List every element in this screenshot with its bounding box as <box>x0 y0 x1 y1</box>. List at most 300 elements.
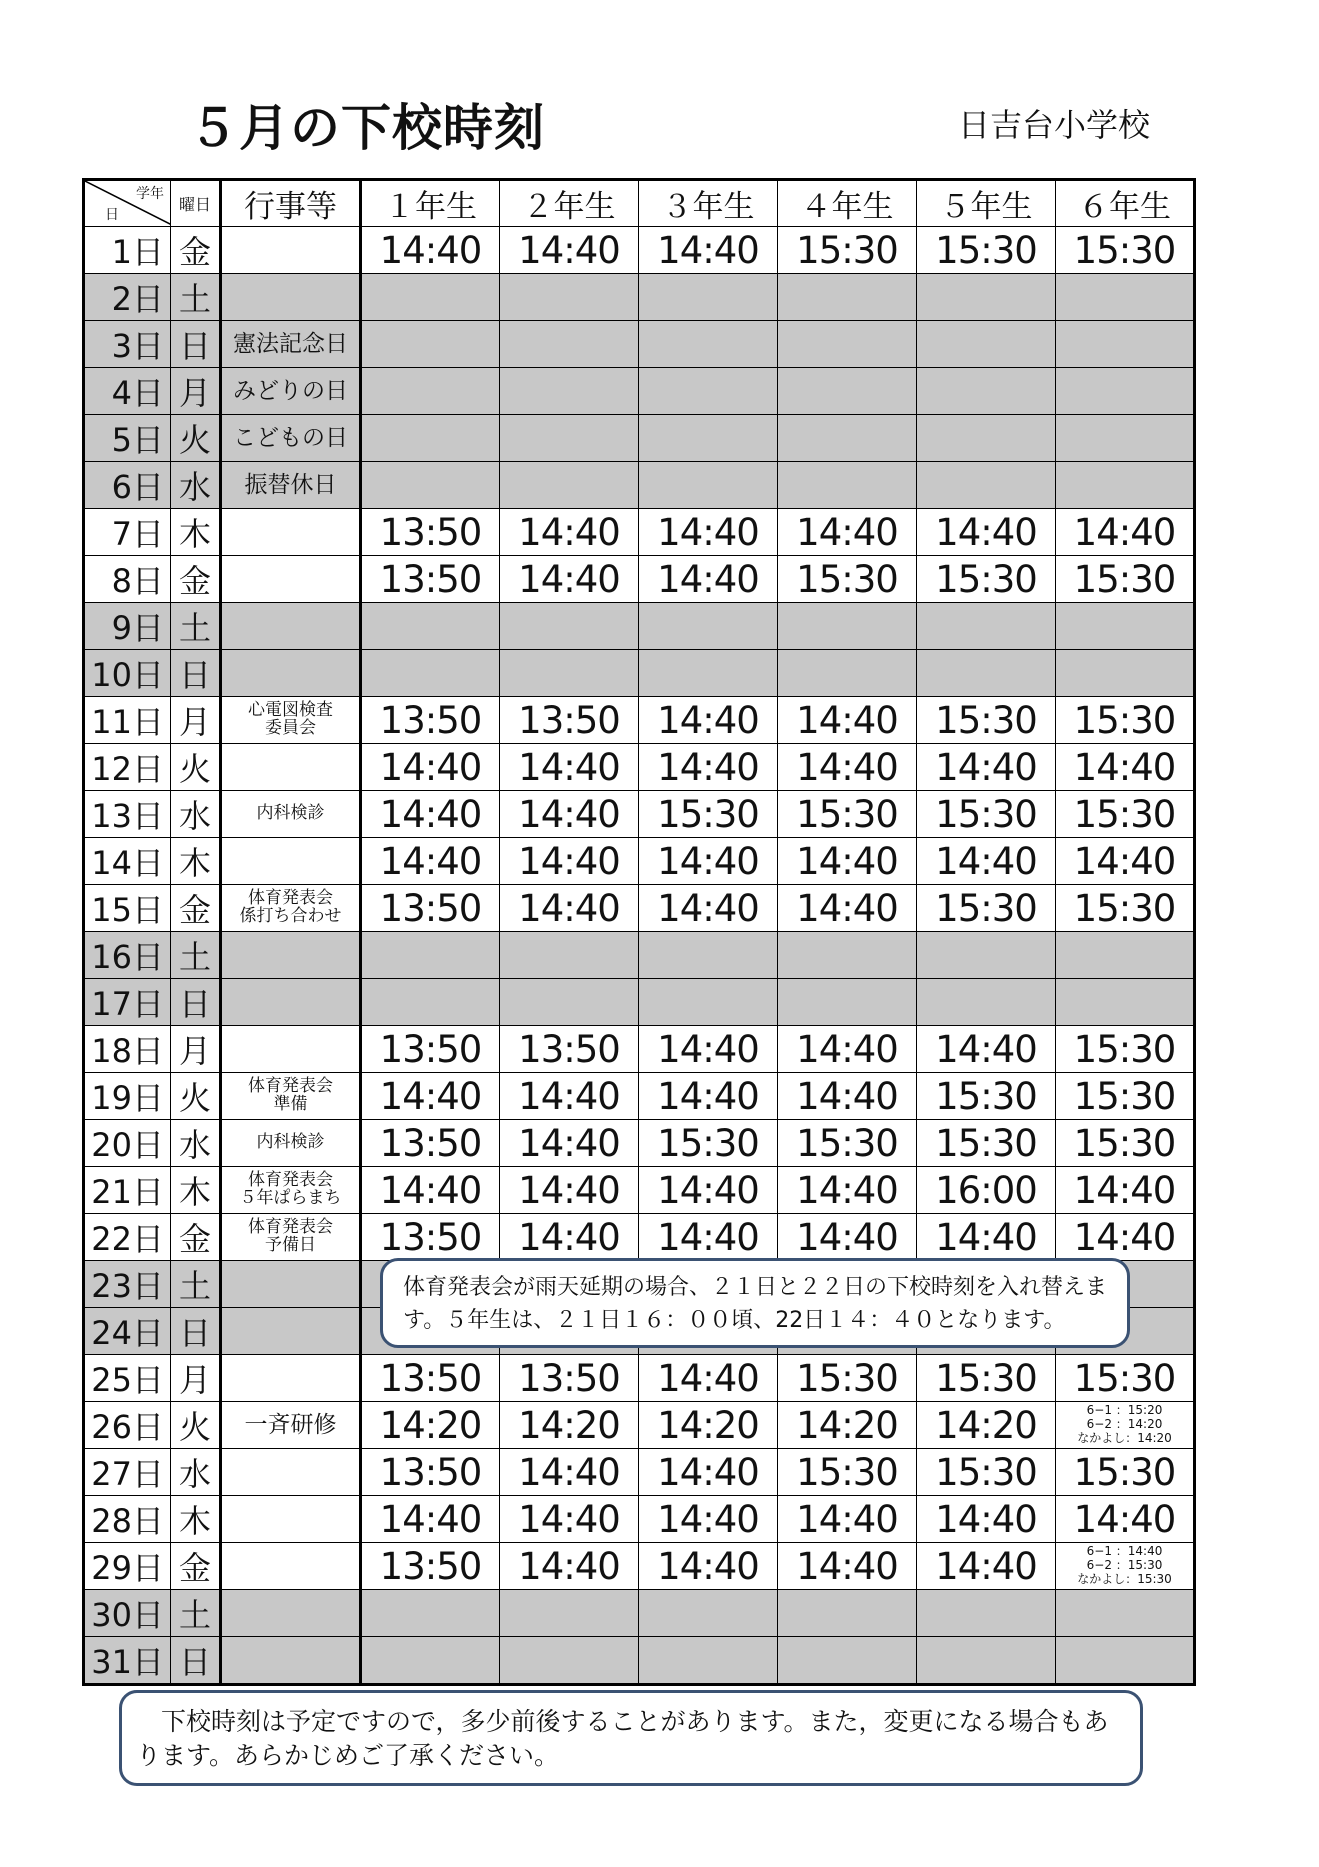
empty-time-cell <box>1056 1590 1195 1637</box>
event-text: 予備日 <box>265 1235 316 1255</box>
empty-time-cell <box>500 321 639 368</box>
weekday-cell: 月 <box>171 1355 221 1402</box>
event-cell <box>221 838 361 885</box>
event-cell <box>221 509 361 556</box>
empty-time-cell <box>639 979 778 1026</box>
dismissal-time-cell: 13:50 <box>361 1026 500 1073</box>
dismissal-time-cell: 15:30 <box>917 556 1056 603</box>
dismissal-time-cell: 14:40 <box>639 1026 778 1073</box>
date-cell: 9日 <box>84 603 171 650</box>
dismissal-time-cell: 14:40 <box>361 1496 500 1543</box>
event-text: 内科検診 <box>256 1132 325 1153</box>
dismissal-time-cell: 13:50 <box>500 697 639 744</box>
dismissal-time-cell: 14:40 <box>639 744 778 791</box>
empty-time-cell <box>778 603 917 650</box>
date-cell: 27日 <box>84 1449 171 1496</box>
empty-time-cell <box>1056 1637 1195 1685</box>
rain-postponement-note: 体育発表会が雨天延期の場合、２１日と２２日の下校時刻を入れ替えます。５年生は、２１日１６：００頃、22日１４：４０となります。 <box>380 1258 1130 1348</box>
weekday-cell: 金 <box>171 1214 221 1261</box>
weekday-cell: 水 <box>171 1449 221 1496</box>
weekday-cell: 木 <box>171 838 221 885</box>
empty-time-cell <box>778 650 917 697</box>
event-cell <box>221 885 361 932</box>
event-cell <box>221 227 361 274</box>
empty-time-cell <box>778 274 917 321</box>
table-row <box>84 791 1195 838</box>
event-text: 体育発表会 <box>248 1217 333 1238</box>
dismissal-time-cell: 14:40 <box>500 744 639 791</box>
dismissal-time-cell: 14:20 <box>361 1402 500 1449</box>
date-cell: 11日 <box>84 697 171 744</box>
dismissal-time-cell: 15:30 <box>778 556 917 603</box>
event-cell <box>221 1073 361 1120</box>
empty-time-cell <box>500 1590 639 1637</box>
event-text: 係打ち合わせ <box>239 906 342 926</box>
weekday-cell: 月 <box>171 697 221 744</box>
empty-time-cell <box>778 1637 917 1685</box>
event-cell <box>221 415 361 462</box>
table-row <box>84 1543 1195 1590</box>
split-time-line: なかよし：14:20 <box>1077 1430 1172 1445</box>
date-cell: 29日 <box>84 1543 171 1590</box>
dismissal-time-cell: 14:40 <box>1056 1496 1195 1543</box>
empty-time-cell <box>361 979 500 1026</box>
event-text: ５年ぱらまち <box>239 1188 342 1208</box>
date-cell: 17日 <box>84 979 171 1026</box>
dismissal-time-cell: 14:40 <box>778 885 917 932</box>
date-cell: 20日 <box>84 1120 171 1167</box>
split-time-line: 6−1 ：14:40 <box>1086 1544 1163 1559</box>
table-row <box>84 1120 1195 1167</box>
dismissal-time-cell: 15:30 <box>1056 556 1195 603</box>
dismissal-time-cell: 14:40 <box>917 509 1056 556</box>
dismissal-time-cell: 14:40 <box>917 1214 1056 1261</box>
dismissal-time-cell: 14:40 <box>778 1214 917 1261</box>
weekday-cell: 土 <box>171 603 221 650</box>
event-cell <box>221 1120 361 1167</box>
event-text: 委員会 <box>265 718 316 738</box>
event-text: みどりの日 <box>233 377 348 404</box>
empty-time-cell <box>639 368 778 415</box>
weekday-cell: 水 <box>171 462 221 509</box>
empty-time-cell <box>917 603 1056 650</box>
dismissal-time-cell: 14:40 <box>500 1449 639 1496</box>
empty-time-cell <box>1056 650 1195 697</box>
table-row <box>84 744 1195 791</box>
table-row <box>84 556 1195 603</box>
split-time-cell <box>1056 1543 1195 1590</box>
date-cell: 21日 <box>84 1167 171 1214</box>
weekday-cell: 月 <box>171 1026 221 1073</box>
grade-header: ２年生 <box>500 180 639 227</box>
dismissal-time-cell: 14:40 <box>500 1214 639 1261</box>
table-row <box>84 979 1195 1026</box>
empty-time-cell <box>917 462 1056 509</box>
date-cell: 24日 <box>84 1308 171 1355</box>
event-cell <box>221 979 361 1026</box>
event-cell <box>221 1496 361 1543</box>
table-row <box>84 885 1195 932</box>
date-cell: 31日 <box>84 1637 171 1685</box>
dismissal-time-cell: 14:20 <box>917 1402 1056 1449</box>
dismissal-time-cell: 14:20 <box>639 1402 778 1449</box>
table-row <box>84 697 1195 744</box>
dismissal-time-cell: 15:30 <box>778 1449 917 1496</box>
weekday-cell: 土 <box>171 932 221 979</box>
weekday-cell: 土 <box>171 1590 221 1637</box>
corner-day-label: 日 <box>105 207 119 223</box>
weekday-cell: 日 <box>171 321 221 368</box>
dismissal-time-cell: 15:30 <box>917 885 1056 932</box>
event-cell <box>221 791 361 838</box>
empty-time-cell <box>917 1637 1056 1685</box>
dismissal-time-cell: 14:40 <box>500 791 639 838</box>
weekday-cell: 金 <box>171 556 221 603</box>
empty-time-cell <box>1056 979 1195 1026</box>
weekday-cell: 水 <box>171 1120 221 1167</box>
empty-time-cell <box>917 415 1056 462</box>
event-cell <box>221 462 361 509</box>
dismissal-time-cell: 15:30 <box>1056 791 1195 838</box>
dismissal-time-cell: 13:50 <box>361 1543 500 1590</box>
date-cell: 8日 <box>84 556 171 603</box>
dismissal-time-cell: 14:40 <box>361 744 500 791</box>
empty-time-cell <box>500 932 639 979</box>
weekday-cell: 火 <box>171 1402 221 1449</box>
empty-time-cell <box>917 274 1056 321</box>
empty-time-cell <box>500 274 639 321</box>
school-name: 日吉台小学校 <box>958 106 1151 144</box>
weekday-cell: 木 <box>171 1496 221 1543</box>
grade-header: ６年生 <box>1056 180 1195 227</box>
empty-time-cell <box>1056 321 1195 368</box>
event-cell <box>221 1261 361 1308</box>
dismissal-time-cell: 14:40 <box>639 509 778 556</box>
empty-time-cell <box>500 603 639 650</box>
empty-time-cell <box>361 368 500 415</box>
dismissal-time-cell: 15:30 <box>1056 1073 1195 1120</box>
weekday-cell: 木 <box>171 509 221 556</box>
youbi-header: 曜日 <box>171 180 221 227</box>
event-cell <box>221 932 361 979</box>
empty-time-cell <box>361 603 500 650</box>
event-cell <box>221 321 361 368</box>
empty-time-cell <box>500 979 639 1026</box>
event-text: 憲法記念日 <box>233 330 348 357</box>
dismissal-time-cell: 13:50 <box>361 697 500 744</box>
dismissal-time-cell: 15:30 <box>917 697 1056 744</box>
schedule-table <box>82 178 1196 1686</box>
dismissal-time-cell: 14:40 <box>500 227 639 274</box>
event-text: こどもの日 <box>233 424 348 451</box>
event-cell <box>221 1590 361 1637</box>
dismissal-time-cell: 15:30 <box>917 1449 1056 1496</box>
event-text: 体育発表会 <box>248 1170 333 1191</box>
date-cell: 14日 <box>84 838 171 885</box>
table-row <box>84 1402 1195 1449</box>
dismissal-time-cell: 14:40 <box>361 1167 500 1214</box>
empty-time-cell <box>361 415 500 462</box>
empty-time-cell <box>500 462 639 509</box>
empty-time-cell <box>361 932 500 979</box>
dismissal-time-cell: 14:40 <box>361 227 500 274</box>
dismissal-time-cell: 14:40 <box>778 509 917 556</box>
dismissal-time-cell: 14:40 <box>1056 838 1195 885</box>
dismissal-time-cell: 14:40 <box>1056 1214 1195 1261</box>
dismissal-time-cell: 14:20 <box>778 1402 917 1449</box>
empty-time-cell <box>778 979 917 1026</box>
dismissal-time-cell: 14:40 <box>639 1167 778 1214</box>
dismissal-time-cell: 14:40 <box>917 1496 1056 1543</box>
table-row <box>84 274 1195 321</box>
dismissal-time-cell: 14:40 <box>361 1073 500 1120</box>
dismissal-time-cell: 14:40 <box>500 1073 639 1120</box>
event-cell <box>221 650 361 697</box>
events-header: 行事等 <box>221 180 361 227</box>
dismissal-time-cell: 14:40 <box>639 697 778 744</box>
empty-time-cell <box>639 650 778 697</box>
empty-time-cell <box>639 603 778 650</box>
event-cell <box>221 368 361 415</box>
dismissal-time-cell: 14:40 <box>639 838 778 885</box>
dismissal-time-cell: 14:40 <box>1056 1167 1195 1214</box>
date-cell: 2日 <box>84 274 171 321</box>
empty-time-cell <box>778 932 917 979</box>
dismissal-time-cell: 13:50 <box>361 1449 500 1496</box>
dismissal-time-cell: 15:30 <box>917 1120 1056 1167</box>
empty-time-cell <box>1056 603 1195 650</box>
empty-time-cell <box>778 321 917 368</box>
event-cell <box>221 1308 361 1355</box>
dismissal-time-cell: 13:50 <box>500 1355 639 1402</box>
empty-time-cell <box>639 415 778 462</box>
event-cell <box>221 1637 361 1685</box>
event-cell <box>221 697 361 744</box>
event-cell <box>221 274 361 321</box>
empty-time-cell <box>639 462 778 509</box>
dismissal-time-cell: 15:30 <box>639 791 778 838</box>
date-cell: 1日 <box>84 227 171 274</box>
date-cell: 4日 <box>84 368 171 415</box>
weekday-cell: 日 <box>171 979 221 1026</box>
dismissal-time-cell: 14:40 <box>500 556 639 603</box>
weekday-cell: 火 <box>171 1073 221 1120</box>
dismissal-time-cell: 13:50 <box>361 1214 500 1261</box>
empty-time-cell <box>639 1637 778 1685</box>
corner-grade-label: 学年 <box>136 186 164 202</box>
weekday-cell: 土 <box>171 274 221 321</box>
dismissal-time-cell: 14:40 <box>917 744 1056 791</box>
empty-time-cell <box>361 650 500 697</box>
dismissal-time-cell: 13:50 <box>361 1120 500 1167</box>
dismissal-time-cell: 13:50 <box>361 885 500 932</box>
dismissal-time-cell: 13:50 <box>361 1355 500 1402</box>
date-cell: 19日 <box>84 1073 171 1120</box>
dismissal-time-cell: 15:30 <box>917 1073 1056 1120</box>
table-row <box>84 1167 1195 1214</box>
event-text: 一斉研修 <box>244 1411 337 1438</box>
dismissal-time-cell: 14:40 <box>639 1073 778 1120</box>
dismissal-time-cell: 14:40 <box>778 1496 917 1543</box>
empty-time-cell <box>778 1590 917 1637</box>
dismissal-time-cell: 13:50 <box>361 556 500 603</box>
date-cell: 23日 <box>84 1261 171 1308</box>
dismissal-time-cell: 14:40 <box>1056 509 1195 556</box>
event-cell <box>221 1214 361 1261</box>
dismissal-time-cell: 14:40 <box>639 227 778 274</box>
dismissal-time-cell: 14:40 <box>500 1120 639 1167</box>
empty-time-cell <box>361 462 500 509</box>
dismissal-time-cell: 14:40 <box>917 1543 1056 1590</box>
empty-time-cell <box>917 368 1056 415</box>
dismissal-time-cell: 15:30 <box>1056 697 1195 744</box>
dismissal-time-cell: 14:40 <box>500 1496 639 1543</box>
event-cell <box>221 1543 361 1590</box>
empty-time-cell <box>917 321 1056 368</box>
weekday-cell: 金 <box>171 227 221 274</box>
empty-time-cell <box>639 274 778 321</box>
dismissal-time-cell: 14:40 <box>1056 744 1195 791</box>
empty-time-cell <box>1056 415 1195 462</box>
dismissal-time-cell: 13:50 <box>500 1026 639 1073</box>
table-row <box>84 1073 1195 1120</box>
weekday-cell: 土 <box>171 1261 221 1308</box>
dismissal-time-cell: 15:30 <box>1056 1026 1195 1073</box>
schedule-disclaimer-note: 下校時刻は予定ですので，多少前後することがあります。また，変更になる場合もあります。あらかじめご了承ください。 <box>119 1690 1143 1786</box>
dismissal-time-cell: 14:40 <box>639 885 778 932</box>
grade-header: ３年生 <box>639 180 778 227</box>
date-cell: 22日 <box>84 1214 171 1261</box>
empty-time-cell <box>500 650 639 697</box>
date-cell: 28日 <box>84 1496 171 1543</box>
dismissal-time-cell: 14:40 <box>778 744 917 791</box>
table-row <box>84 462 1195 509</box>
weekday-cell: 火 <box>171 744 221 791</box>
empty-time-cell <box>1056 274 1195 321</box>
dismissal-time-cell: 15:30 <box>1056 885 1195 932</box>
date-cell: 5日 <box>84 415 171 462</box>
table-row <box>84 1026 1195 1073</box>
dismissal-time-cell: 14:40 <box>500 1167 639 1214</box>
empty-time-cell <box>361 1637 500 1685</box>
empty-time-cell <box>778 415 917 462</box>
weekday-cell: 木 <box>171 1167 221 1214</box>
split-time-line: 6−1 ：15:20 <box>1086 1403 1163 1418</box>
table-row <box>84 1214 1195 1261</box>
table-row <box>84 932 1195 979</box>
table-row <box>84 321 1195 368</box>
dismissal-time-cell: 14:40 <box>778 1167 917 1214</box>
empty-time-cell <box>639 932 778 979</box>
date-cell: 7日 <box>84 509 171 556</box>
dismissal-time-cell: 16:00 <box>917 1167 1056 1214</box>
dismissal-time-cell: 15:30 <box>778 1355 917 1402</box>
table-row <box>84 227 1195 274</box>
dismissal-time-cell: 14:40 <box>639 1543 778 1590</box>
table-row <box>84 1590 1195 1637</box>
dismissal-time-cell: 14:40 <box>639 1355 778 1402</box>
weekday-cell: 日 <box>171 1637 221 1685</box>
weekday-cell: 日 <box>171 1308 221 1355</box>
event-cell <box>221 603 361 650</box>
empty-time-cell <box>1056 932 1195 979</box>
empty-time-cell <box>361 321 500 368</box>
event-cell <box>221 744 361 791</box>
table-row <box>84 1449 1195 1496</box>
empty-time-cell <box>917 932 1056 979</box>
date-cell: 10日 <box>84 650 171 697</box>
table-row <box>84 603 1195 650</box>
dismissal-time-cell: 14:40 <box>917 1026 1056 1073</box>
empty-time-cell <box>778 462 917 509</box>
dismissal-time-cell: 14:40 <box>639 1496 778 1543</box>
dismissal-time-cell: 15:30 <box>778 791 917 838</box>
dismissal-time-cell: 14:40 <box>639 1214 778 1261</box>
date-cell: 15日 <box>84 885 171 932</box>
empty-time-cell <box>500 415 639 462</box>
dismissal-time-cell: 15:30 <box>1056 1355 1195 1402</box>
dismissal-time-cell: 14:40 <box>778 838 917 885</box>
event-text: 心電図検査 <box>248 700 333 721</box>
grade-header: ４年生 <box>778 180 917 227</box>
dismissal-time-cell: 13:50 <box>361 509 500 556</box>
empty-time-cell <box>917 979 1056 1026</box>
grade-header: １年生 <box>361 180 500 227</box>
table-row <box>84 1637 1195 1685</box>
date-cell: 30日 <box>84 1590 171 1637</box>
dismissal-time-cell: 14:40 <box>639 1449 778 1496</box>
weekday-cell: 水 <box>171 791 221 838</box>
dismissal-time-cell: 15:30 <box>917 227 1056 274</box>
event-cell <box>221 1026 361 1073</box>
dismissal-time-cell: 14:40 <box>361 838 500 885</box>
table-row <box>84 368 1195 415</box>
empty-time-cell <box>1056 368 1195 415</box>
event-cell <box>221 1402 361 1449</box>
dismissal-time-cell: 15:30 <box>917 791 1056 838</box>
date-cell: 25日 <box>84 1355 171 1402</box>
date-cell: 12日 <box>84 744 171 791</box>
empty-time-cell <box>917 650 1056 697</box>
table-row <box>84 838 1195 885</box>
header-row <box>84 180 1195 227</box>
empty-time-cell <box>917 1590 1056 1637</box>
event-cell <box>221 1449 361 1496</box>
event-text: 振替休日 <box>244 471 337 498</box>
dismissal-time-cell: 15:30 <box>917 1355 1056 1402</box>
grade-header: ５年生 <box>917 180 1056 227</box>
event-cell <box>221 1355 361 1402</box>
table-row <box>84 509 1195 556</box>
empty-time-cell <box>778 368 917 415</box>
empty-time-cell <box>500 368 639 415</box>
dismissal-time-cell: 14:40 <box>500 885 639 932</box>
date-cell: 16日 <box>84 932 171 979</box>
date-cell: 26日 <box>84 1402 171 1449</box>
date-cell: 3日 <box>84 321 171 368</box>
dismissal-time-cell: 14:20 <box>500 1402 639 1449</box>
date-cell: 6日 <box>84 462 171 509</box>
dismissal-time-cell: 15:30 <box>1056 1120 1195 1167</box>
dismissal-time-cell: 14:40 <box>778 1073 917 1120</box>
table-row <box>84 1496 1195 1543</box>
weekday-cell: 月 <box>171 368 221 415</box>
dismissal-time-cell: 14:40 <box>639 556 778 603</box>
corner-header <box>84 180 171 227</box>
split-time-cell <box>1056 1402 1195 1449</box>
event-text: 体育発表会 <box>248 1076 333 1097</box>
date-cell: 13日 <box>84 791 171 838</box>
